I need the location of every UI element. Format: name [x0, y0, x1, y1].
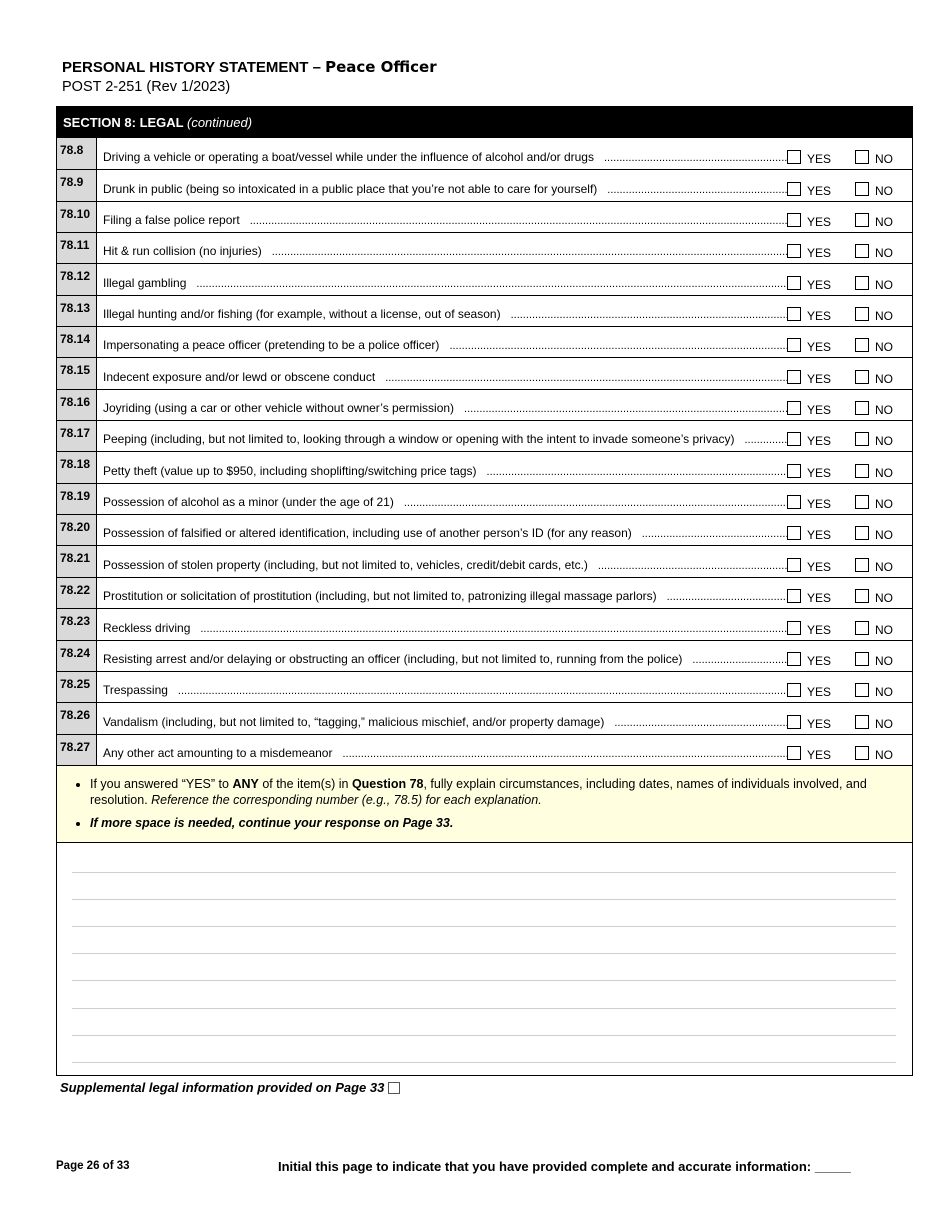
leader-dots	[342, 748, 787, 760]
question-text: Resisting arrest and/or delaying or obstructing an officer (including, but not limited to, running from the police)	[103, 651, 683, 666]
question-text-cell	[97, 703, 787, 733]
question-number: 78.20	[57, 515, 97, 545]
question-text: Possession of alcohol as a minor (under the age of 21)	[103, 495, 394, 510]
question-text: Possession of stolen property (including, but not limited to, vehicles, credit/debit cards, etc.)	[103, 557, 588, 572]
answer-options	[787, 515, 912, 545]
yes-checkbox[interactable]	[787, 683, 801, 697]
leader-dots	[614, 717, 787, 729]
question-text-cell	[97, 390, 787, 420]
yes-checkbox[interactable]	[787, 370, 801, 384]
no-checkbox[interactable]	[855, 370, 869, 384]
answer-options	[787, 735, 912, 765]
no-checkbox[interactable]	[855, 715, 869, 729]
no-checkbox[interactable]	[855, 746, 869, 760]
no-option[interactable]	[855, 150, 893, 166]
leader-dots	[272, 246, 787, 258]
question-number: 78.15	[57, 358, 97, 388]
answer-options	[787, 641, 912, 671]
no-checkbox[interactable]	[855, 589, 869, 603]
yes-label: YES	[807, 497, 832, 512]
yes-option[interactable]	[787, 182, 855, 198]
question-number: 78.8	[57, 138, 97, 169]
yes-checkbox[interactable]	[787, 182, 801, 196]
question-row	[57, 545, 912, 576]
section-continued: (continued)	[187, 115, 253, 130]
question-row	[57, 640, 912, 671]
form-title-main: PERSONAL HISTORY STATEMENT –	[62, 59, 326, 76]
no-option[interactable]	[855, 558, 893, 574]
yes-option[interactable]	[787, 338, 855, 354]
leader-dots	[487, 466, 787, 478]
yes-label: YES	[807, 340, 832, 355]
answer-options	[787, 484, 912, 514]
question-row	[57, 169, 912, 200]
leader-dots	[250, 215, 787, 227]
no-checkbox[interactable]	[855, 338, 869, 352]
leader-dots	[196, 278, 787, 290]
answer-options	[787, 546, 912, 576]
yes-label: YES	[807, 371, 832, 386]
question-number: 78.26	[57, 703, 97, 733]
question-row	[57, 483, 912, 514]
yes-checkbox[interactable]	[787, 401, 801, 415]
writing-line[interactable]	[72, 926, 896, 927]
yes-option[interactable]	[787, 307, 855, 323]
yes-checkbox[interactable]	[787, 589, 801, 603]
no-option[interactable]	[855, 464, 893, 480]
leader-dots	[200, 623, 787, 635]
supplemental-checkbox[interactable]	[388, 1082, 400, 1094]
no-label: NO	[875, 622, 893, 637]
yes-label: YES	[807, 653, 832, 668]
no-label: NO	[875, 403, 893, 418]
no-checkbox[interactable]	[855, 495, 869, 509]
question-number: 78.16	[57, 390, 97, 420]
no-option[interactable]	[855, 495, 893, 511]
no-label: NO	[875, 653, 893, 668]
question-number: 78.10	[57, 202, 97, 232]
writing-line[interactable]	[72, 1035, 896, 1036]
answer-options	[787, 264, 912, 294]
no-option[interactable]	[855, 370, 893, 386]
question-text-cell	[97, 296, 787, 326]
no-label: NO	[875, 747, 893, 762]
yes-option[interactable]	[787, 370, 855, 386]
writing-line[interactable]	[72, 980, 896, 981]
no-option[interactable]	[855, 338, 893, 354]
question-row	[57, 326, 912, 357]
question-text-cell	[97, 484, 787, 514]
answer-options	[787, 202, 912, 232]
no-label: NO	[875, 340, 893, 355]
yes-option[interactable]	[787, 621, 855, 637]
question-row	[57, 263, 912, 294]
leader-dots	[642, 528, 787, 540]
leader-dots	[385, 372, 787, 384]
yes-label: YES	[807, 465, 832, 480]
no-label: NO	[875, 183, 893, 198]
yes-option[interactable]	[787, 150, 855, 166]
no-label: NO	[875, 371, 893, 386]
question-number: 78.17	[57, 421, 97, 451]
no-label: NO	[875, 591, 893, 606]
yes-option[interactable]	[787, 432, 855, 448]
question-number: 78.22	[57, 578, 97, 608]
question-row	[57, 295, 912, 326]
no-option[interactable]	[855, 213, 893, 229]
question-text: Driving a vehicle or operating a boat/vessel while under the influence of alcohol and/or drugs	[103, 150, 594, 165]
no-checkbox[interactable]	[855, 182, 869, 196]
question-row	[57, 734, 912, 765]
no-checkbox[interactable]	[855, 276, 869, 290]
question-text-cell	[97, 515, 787, 545]
leader-dots	[464, 403, 787, 415]
yes-option[interactable]	[787, 495, 855, 511]
no-checkbox[interactable]	[855, 526, 869, 540]
yes-checkbox[interactable]	[787, 652, 801, 666]
leader-dots	[667, 591, 787, 603]
yes-option[interactable]	[787, 401, 855, 417]
question-row	[57, 389, 912, 420]
answer-options	[787, 703, 912, 733]
answer-options	[787, 327, 912, 357]
no-label: NO	[875, 497, 893, 512]
yes-checkbox[interactable]	[787, 464, 801, 478]
writing-line[interactable]	[72, 1008, 896, 1009]
yes-label: YES	[807, 152, 832, 167]
yes-checkbox[interactable]	[787, 621, 801, 635]
question-text-cell	[97, 264, 787, 294]
question-text-cell	[97, 546, 787, 576]
question-text-cell	[97, 735, 787, 765]
yes-checkbox[interactable]	[787, 495, 801, 509]
question-number: 78.25	[57, 672, 97, 702]
leader-dots	[604, 152, 787, 164]
explanation-area[interactable]	[57, 842, 912, 1075]
leader-dots	[511, 309, 787, 321]
form-title-sub: Peace Officer	[325, 58, 437, 76]
leader-dots	[692, 654, 787, 666]
initial-line[interactable]: Initial this page to indicate that you have provided complete and accurate information: _____	[278, 1159, 851, 1174]
no-checkbox[interactable]	[855, 621, 869, 635]
answer-options	[787, 358, 912, 388]
no-option[interactable]	[855, 401, 893, 417]
answer-options	[787, 296, 912, 326]
no-checkbox[interactable]	[855, 558, 869, 572]
yes-label: YES	[807, 434, 832, 449]
answer-options	[787, 421, 912, 451]
question-row	[57, 357, 912, 388]
question-text: Possession of falsified or altered identification, including use of another person’s ID (for any reason)	[103, 526, 632, 541]
question-number: 78.9	[57, 170, 97, 200]
question-number: 78.19	[57, 484, 97, 514]
form-title	[62, 58, 437, 77]
yes-checkbox[interactable]	[787, 213, 801, 227]
no-label: NO	[875, 309, 893, 324]
question-text-cell	[97, 578, 787, 608]
question-row	[57, 608, 912, 639]
yes-checkbox[interactable]	[787, 276, 801, 290]
yes-checkbox[interactable]	[787, 715, 801, 729]
supplemental-label: Supplemental legal information provided on Page 33	[60, 1080, 385, 1095]
yes-option[interactable]	[787, 652, 855, 668]
yes-label: YES	[807, 747, 832, 762]
page-number: Page 26 of 33	[56, 1160, 130, 1172]
question-text: Drunk in public (being so intoxicated in a public place that you’re not able to care for yourself)	[103, 181, 598, 196]
yes-checkbox[interactable]	[787, 150, 801, 164]
yes-checkbox[interactable]	[787, 432, 801, 446]
question-list	[57, 138, 912, 765]
yes-option[interactable]	[787, 464, 855, 480]
writing-line[interactable]	[72, 872, 896, 873]
question-text: Impersonating a peace officer (pretending to be a police officer)	[103, 338, 440, 353]
yes-option[interactable]	[787, 276, 855, 292]
yes-label: YES	[807, 183, 832, 198]
question-text: Any other act amounting to a misdemeanor	[103, 745, 333, 760]
yes-label: YES	[807, 622, 832, 637]
yes-label: YES	[807, 716, 832, 731]
yes-checkbox[interactable]	[787, 526, 801, 540]
no-checkbox[interactable]	[855, 150, 869, 164]
no-label: NO	[875, 559, 893, 574]
yes-label: YES	[807, 528, 832, 543]
question-text: Joyriding (using a car or other vehicle without owner’s permission)	[103, 401, 455, 416]
question-text: Filing a false police report	[103, 213, 240, 228]
question-text: Hit & run collision (no injuries)	[103, 244, 262, 259]
section-header	[57, 107, 912, 138]
no-checkbox[interactable]	[855, 683, 869, 697]
yes-option[interactable]	[787, 589, 855, 605]
yes-option[interactable]	[787, 213, 855, 229]
writing-line[interactable]	[72, 899, 896, 900]
leader-dots	[598, 560, 787, 572]
question-number: 78.11	[57, 233, 97, 263]
no-checkbox[interactable]	[855, 213, 869, 227]
no-label: NO	[875, 716, 893, 731]
no-option[interactable]	[855, 432, 893, 448]
answer-options	[787, 672, 912, 702]
no-checkbox[interactable]	[855, 307, 869, 321]
no-option[interactable]	[855, 526, 893, 542]
question-text: Trespassing	[103, 683, 168, 698]
yes-label: YES	[807, 403, 832, 418]
question-text-cell	[97, 202, 787, 232]
no-checkbox[interactable]	[855, 432, 869, 446]
no-option[interactable]	[855, 621, 893, 637]
question-text-cell	[97, 609, 787, 639]
leader-dots	[745, 434, 788, 446]
question-text: Petty theft (value up to $950, including shoplifting/switching price tags)	[103, 463, 477, 478]
no-checkbox[interactable]	[855, 464, 869, 478]
no-label: NO	[875, 246, 893, 261]
yes-label: YES	[807, 591, 832, 606]
question-row	[57, 671, 912, 702]
yes-checkbox[interactable]	[787, 338, 801, 352]
question-text-cell	[97, 421, 787, 451]
question-text-cell	[97, 233, 787, 263]
question-text-cell	[97, 170, 787, 200]
yes-option[interactable]	[787, 715, 855, 731]
yes-label: YES	[807, 685, 832, 700]
form-id: POST 2-251 (Rev 1/2023)	[62, 79, 231, 95]
no-checkbox[interactable]	[855, 652, 869, 666]
no-label: NO	[875, 434, 893, 449]
question-number: 78.24	[57, 641, 97, 671]
question-text-cell	[97, 452, 787, 482]
no-option[interactable]	[855, 276, 893, 292]
no-label: NO	[875, 152, 893, 167]
no-option[interactable]	[855, 746, 893, 762]
question-number: 78.21	[57, 546, 97, 576]
question-number: 78.12	[57, 264, 97, 294]
question-text-cell	[97, 641, 787, 671]
yes-label: YES	[807, 309, 832, 324]
yes-checkbox[interactable]	[787, 307, 801, 321]
no-label: NO	[875, 528, 893, 543]
question-text-cell	[97, 358, 787, 388]
yes-option[interactable]	[787, 526, 855, 542]
question-row	[57, 514, 912, 545]
question-number: 78.18	[57, 452, 97, 482]
question-text-cell	[97, 672, 787, 702]
question-number: 78.14	[57, 327, 97, 357]
answer-options	[787, 390, 912, 420]
question-text-cell	[97, 138, 787, 169]
answer-options	[787, 609, 912, 639]
page-header	[62, 58, 437, 96]
no-label: NO	[875, 215, 893, 230]
question-row	[57, 702, 912, 733]
no-option[interactable]	[855, 683, 893, 699]
no-option[interactable]	[855, 652, 893, 668]
yes-label: YES	[807, 559, 832, 574]
instruction-more-space: • If more space is needed, continue your response on Page 33.	[90, 815, 894, 831]
answer-options	[787, 452, 912, 482]
question-row	[57, 420, 912, 451]
question-text: Illegal hunting and/or fishing (for example, without a license, out of season)	[103, 307, 501, 322]
no-label: NO	[875, 685, 893, 700]
answer-options	[787, 138, 912, 169]
question-text: Prostitution or solicitation of prostitution (including, but not limited to, patronizing illegal massage parlors)	[103, 589, 657, 604]
yes-option[interactable]	[787, 244, 855, 260]
question-text: Indecent exposure and/or lewd or obscene conduct	[103, 369, 376, 384]
question-text: Vandalism (including, but not limited to, “tagging,” malicious mischief, and/or property damage)	[103, 714, 605, 729]
yes-checkbox[interactable]	[787, 746, 801, 760]
yes-option[interactable]	[787, 746, 855, 762]
question-row	[57, 451, 912, 482]
yes-label: YES	[807, 277, 832, 292]
question-text: Reckless driving	[103, 620, 191, 635]
legal-section-form	[56, 106, 913, 1076]
question-text: Illegal gambling	[103, 275, 187, 290]
answer-options	[787, 233, 912, 263]
leader-dots	[404, 497, 787, 509]
instruction-explain: • If you answered “YES” to ANY of the item(s) in Question 78, fully explain circumstances, including dates, names of individuals involved, and resolution. Reference the corresponding number (e.g., 78.5) for each explanation.	[90, 776, 894, 808]
leader-dots	[449, 340, 787, 352]
answer-options	[787, 578, 912, 608]
question-text-cell	[97, 327, 787, 357]
yes-option[interactable]	[787, 558, 855, 574]
question-row	[57, 577, 912, 608]
no-option[interactable]	[855, 589, 893, 605]
yes-checkbox[interactable]	[787, 558, 801, 572]
writing-line[interactable]	[72, 1062, 896, 1063]
question-text: Peeping (including, but not limited to, looking through a window or opening with the intent to invade someone’s privacy)	[103, 432, 735, 447]
yes-option[interactable]	[787, 683, 855, 699]
writing-line[interactable]	[72, 953, 896, 954]
no-option[interactable]	[855, 182, 893, 198]
question-number: 78.13	[57, 296, 97, 326]
no-option[interactable]	[855, 307, 893, 323]
question-row	[57, 232, 912, 263]
no-checkbox[interactable]	[855, 244, 869, 258]
no-option[interactable]	[855, 715, 893, 731]
no-checkbox[interactable]	[855, 401, 869, 415]
question-number: 78.23	[57, 609, 97, 639]
question-row	[57, 138, 912, 169]
no-label: NO	[875, 277, 893, 292]
supplemental-info	[60, 1080, 400, 1095]
leader-dots	[178, 685, 787, 697]
answer-options	[787, 170, 912, 200]
no-option[interactable]	[855, 244, 893, 260]
instructions-box	[57, 765, 912, 842]
yes-label: YES	[807, 215, 832, 230]
no-label: NO	[875, 465, 893, 480]
question-row	[57, 201, 912, 232]
yes-checkbox[interactable]	[787, 244, 801, 258]
leader-dots	[607, 184, 787, 196]
yes-label: YES	[807, 246, 832, 261]
question-number: 78.27	[57, 735, 97, 765]
section-label: SECTION 8: LEGAL	[63, 115, 187, 130]
